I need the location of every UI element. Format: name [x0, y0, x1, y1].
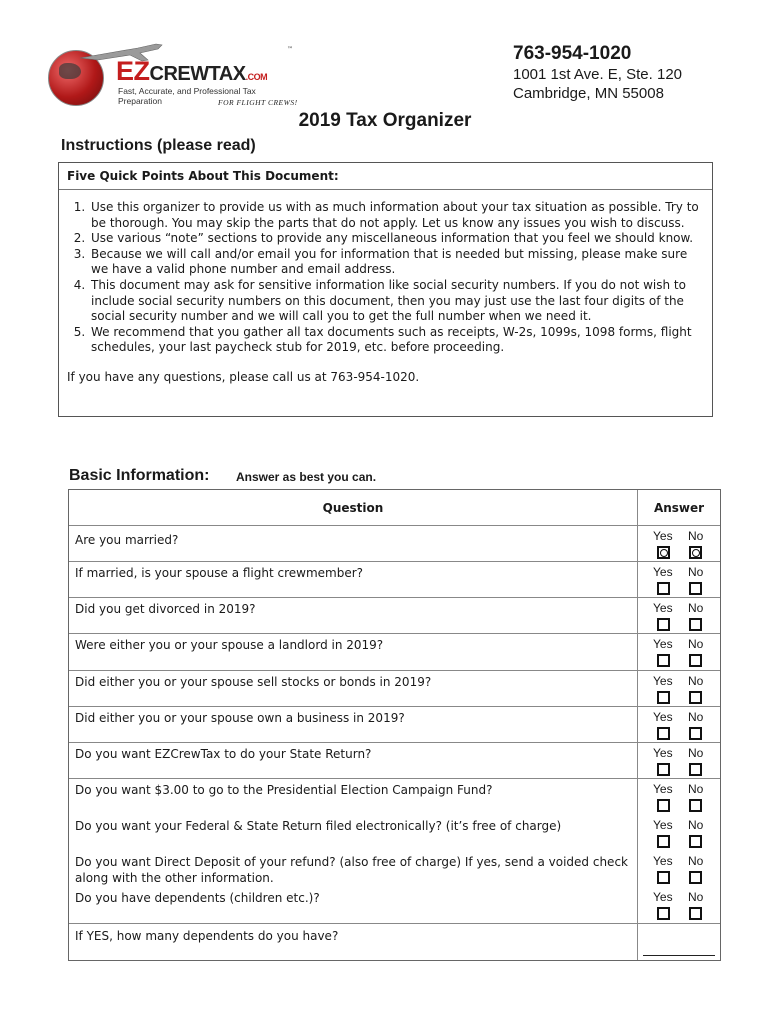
basic-info-heading: Basic Information: [69, 467, 210, 484]
yes-checkbox[interactable] [657, 763, 670, 776]
no-checkbox[interactable] [689, 763, 702, 776]
question-text: If married, is your spouse a flight crewmember? [69, 562, 638, 598]
tagline: Fast, Accurate, and Professional Tax Preparation [118, 86, 256, 106]
document-title: 2019 Tax Organizer [298, 110, 472, 131]
question-text: Do you have dependents (children etc.)? [69, 887, 638, 923]
answer-cell [638, 815, 720, 851]
yes-checkbox[interactable] [657, 871, 670, 884]
question-text: Do you want EZCrewTax to do your State Return? [69, 743, 638, 779]
instructions-box [58, 162, 713, 417]
answer-cell [638, 779, 720, 815]
yes-checkbox[interactable] [657, 618, 670, 631]
basic-info-subheading: Answer as best you can. [236, 470, 377, 484]
address-line-2: Cambridge, MN 55008 [513, 85, 664, 102]
no-checkbox[interactable] [689, 582, 702, 595]
no-checkbox[interactable] [689, 654, 702, 667]
column-header-question: Question [69, 490, 638, 526]
instruction-point: 5. We recommend that you gather all tax documents such as receipts, W-2s, 1099s, 1098 forms, flight schedules, your last paycheck stub for 2019, etc. before proceeding. [89, 325, 704, 356]
answer-cell [638, 671, 720, 707]
no-label: No [688, 710, 704, 724]
no-label: No [688, 637, 704, 651]
question-text: Do you want $3.00 to go to the Presidential Election Campaign Fund? [69, 779, 638, 815]
yes-label: Yes [653, 818, 673, 832]
instructions-box-title: Five Quick Points About This Document: [59, 163, 712, 190]
address-line-1: 1001 1st Ave. E, Ste. 120 [513, 66, 683, 83]
yes-label: Yes [653, 710, 673, 724]
answer-cell [638, 634, 720, 671]
instruction-point: 2. Use various “note” sections to provide any miscellaneous information that you feel we should know. [89, 231, 704, 247]
no-label: No [688, 854, 704, 868]
dependents-count-question: If YES, how many dependents do you have? [69, 923, 638, 960]
brand-name: EZCREWTAX.COM [116, 56, 268, 86]
yes-checkbox[interactable] [657, 907, 670, 920]
no-checkbox[interactable] [689, 618, 702, 631]
yes-checkbox[interactable] [657, 582, 670, 595]
question-text: Do you want your Federal & State Return filed electronically? (it’s free of charge) [69, 815, 638, 851]
yes-checkbox[interactable] [657, 654, 670, 667]
yes-label: Yes [653, 890, 673, 904]
no-label: No [688, 746, 704, 760]
answer-cell [638, 887, 720, 923]
column-header-answer: Answer [638, 490, 720, 526]
yes-checkbox[interactable] [657, 727, 670, 740]
answer-cell [638, 743, 720, 779]
yes-label: Yes [653, 674, 673, 688]
instruction-point: 1. Use this organizer to provide us with as much information about your tax situation as possible. Try to be thorough. You may skip the parts that do not apply. Let us know any issues you wish to discuss. [89, 200, 704, 231]
dependents-count-field[interactable] [643, 955, 715, 956]
instructions-heading: Instructions (please read) [61, 137, 256, 154]
answer-cell [638, 526, 720, 562]
question-text: Did you get divorced in 2019? [69, 598, 638, 634]
instructions-closing: If you have any questions, please call us at 763-954-1020. [67, 369, 420, 384]
yes-label: Yes [653, 565, 673, 579]
answer-cell [638, 598, 720, 634]
no-label: No [688, 890, 704, 904]
no-checkbox[interactable] [689, 546, 702, 559]
yes-label: Yes [653, 746, 673, 760]
tagline-flight-crews: FOR FLIGHT CREWS! [218, 98, 298, 107]
yes-label: Yes [653, 782, 673, 796]
no-label: No [688, 674, 704, 688]
no-label: No [688, 601, 704, 615]
answer-cell [638, 707, 720, 743]
yes-checkbox[interactable] [657, 691, 670, 704]
instruction-point: 4. This document may ask for sensitive information like social security numbers. If you do not wish to include social security numbers on this document, then you may just use the last four digits of the social security number and we will call you to get the full number when we need it. [89, 278, 704, 325]
no-checkbox[interactable] [689, 907, 702, 920]
answer-cell [638, 851, 720, 887]
yes-checkbox[interactable] [657, 835, 670, 848]
yes-checkbox[interactable] [657, 546, 670, 559]
yes-label: Yes [653, 529, 673, 543]
yes-label: Yes [653, 601, 673, 615]
instructions-list [59, 200, 712, 356]
trademark-symbol: ™ [287, 46, 293, 53]
no-label: No [688, 565, 704, 579]
yes-checkbox[interactable] [657, 799, 670, 812]
yes-label: Yes [653, 637, 673, 651]
no-checkbox[interactable] [689, 871, 702, 884]
yes-label: Yes [653, 854, 673, 868]
question-text: Did either you or your spouse sell stocks or bonds in 2019? [69, 671, 638, 707]
no-label: No [688, 818, 704, 832]
company-logo [48, 42, 298, 107]
question-text: Do you want Direct Deposit of your refund? (also free of charge) If yes, send a voided check along with the other information. [69, 851, 638, 887]
no-checkbox[interactable] [689, 727, 702, 740]
phone-number: 763-954-1020 [513, 43, 632, 64]
no-label: No [688, 529, 704, 543]
answer-cell [638, 562, 720, 598]
no-checkbox[interactable] [689, 799, 702, 812]
no-checkbox[interactable] [689, 835, 702, 848]
question-text: Are you married? [69, 526, 638, 562]
question-text: Did either you or your spouse own a business in 2019? [69, 707, 638, 743]
no-label: No [688, 782, 704, 796]
instruction-point: 3. Because we will call and/or email you for information that is needed but missing, please make sure we have a valid phone number and email address. [89, 247, 704, 278]
question-text: Were either you or your spouse a landlord in 2019? [69, 634, 638, 671]
basic-info-table [68, 489, 721, 961]
no-checkbox[interactable] [689, 691, 702, 704]
